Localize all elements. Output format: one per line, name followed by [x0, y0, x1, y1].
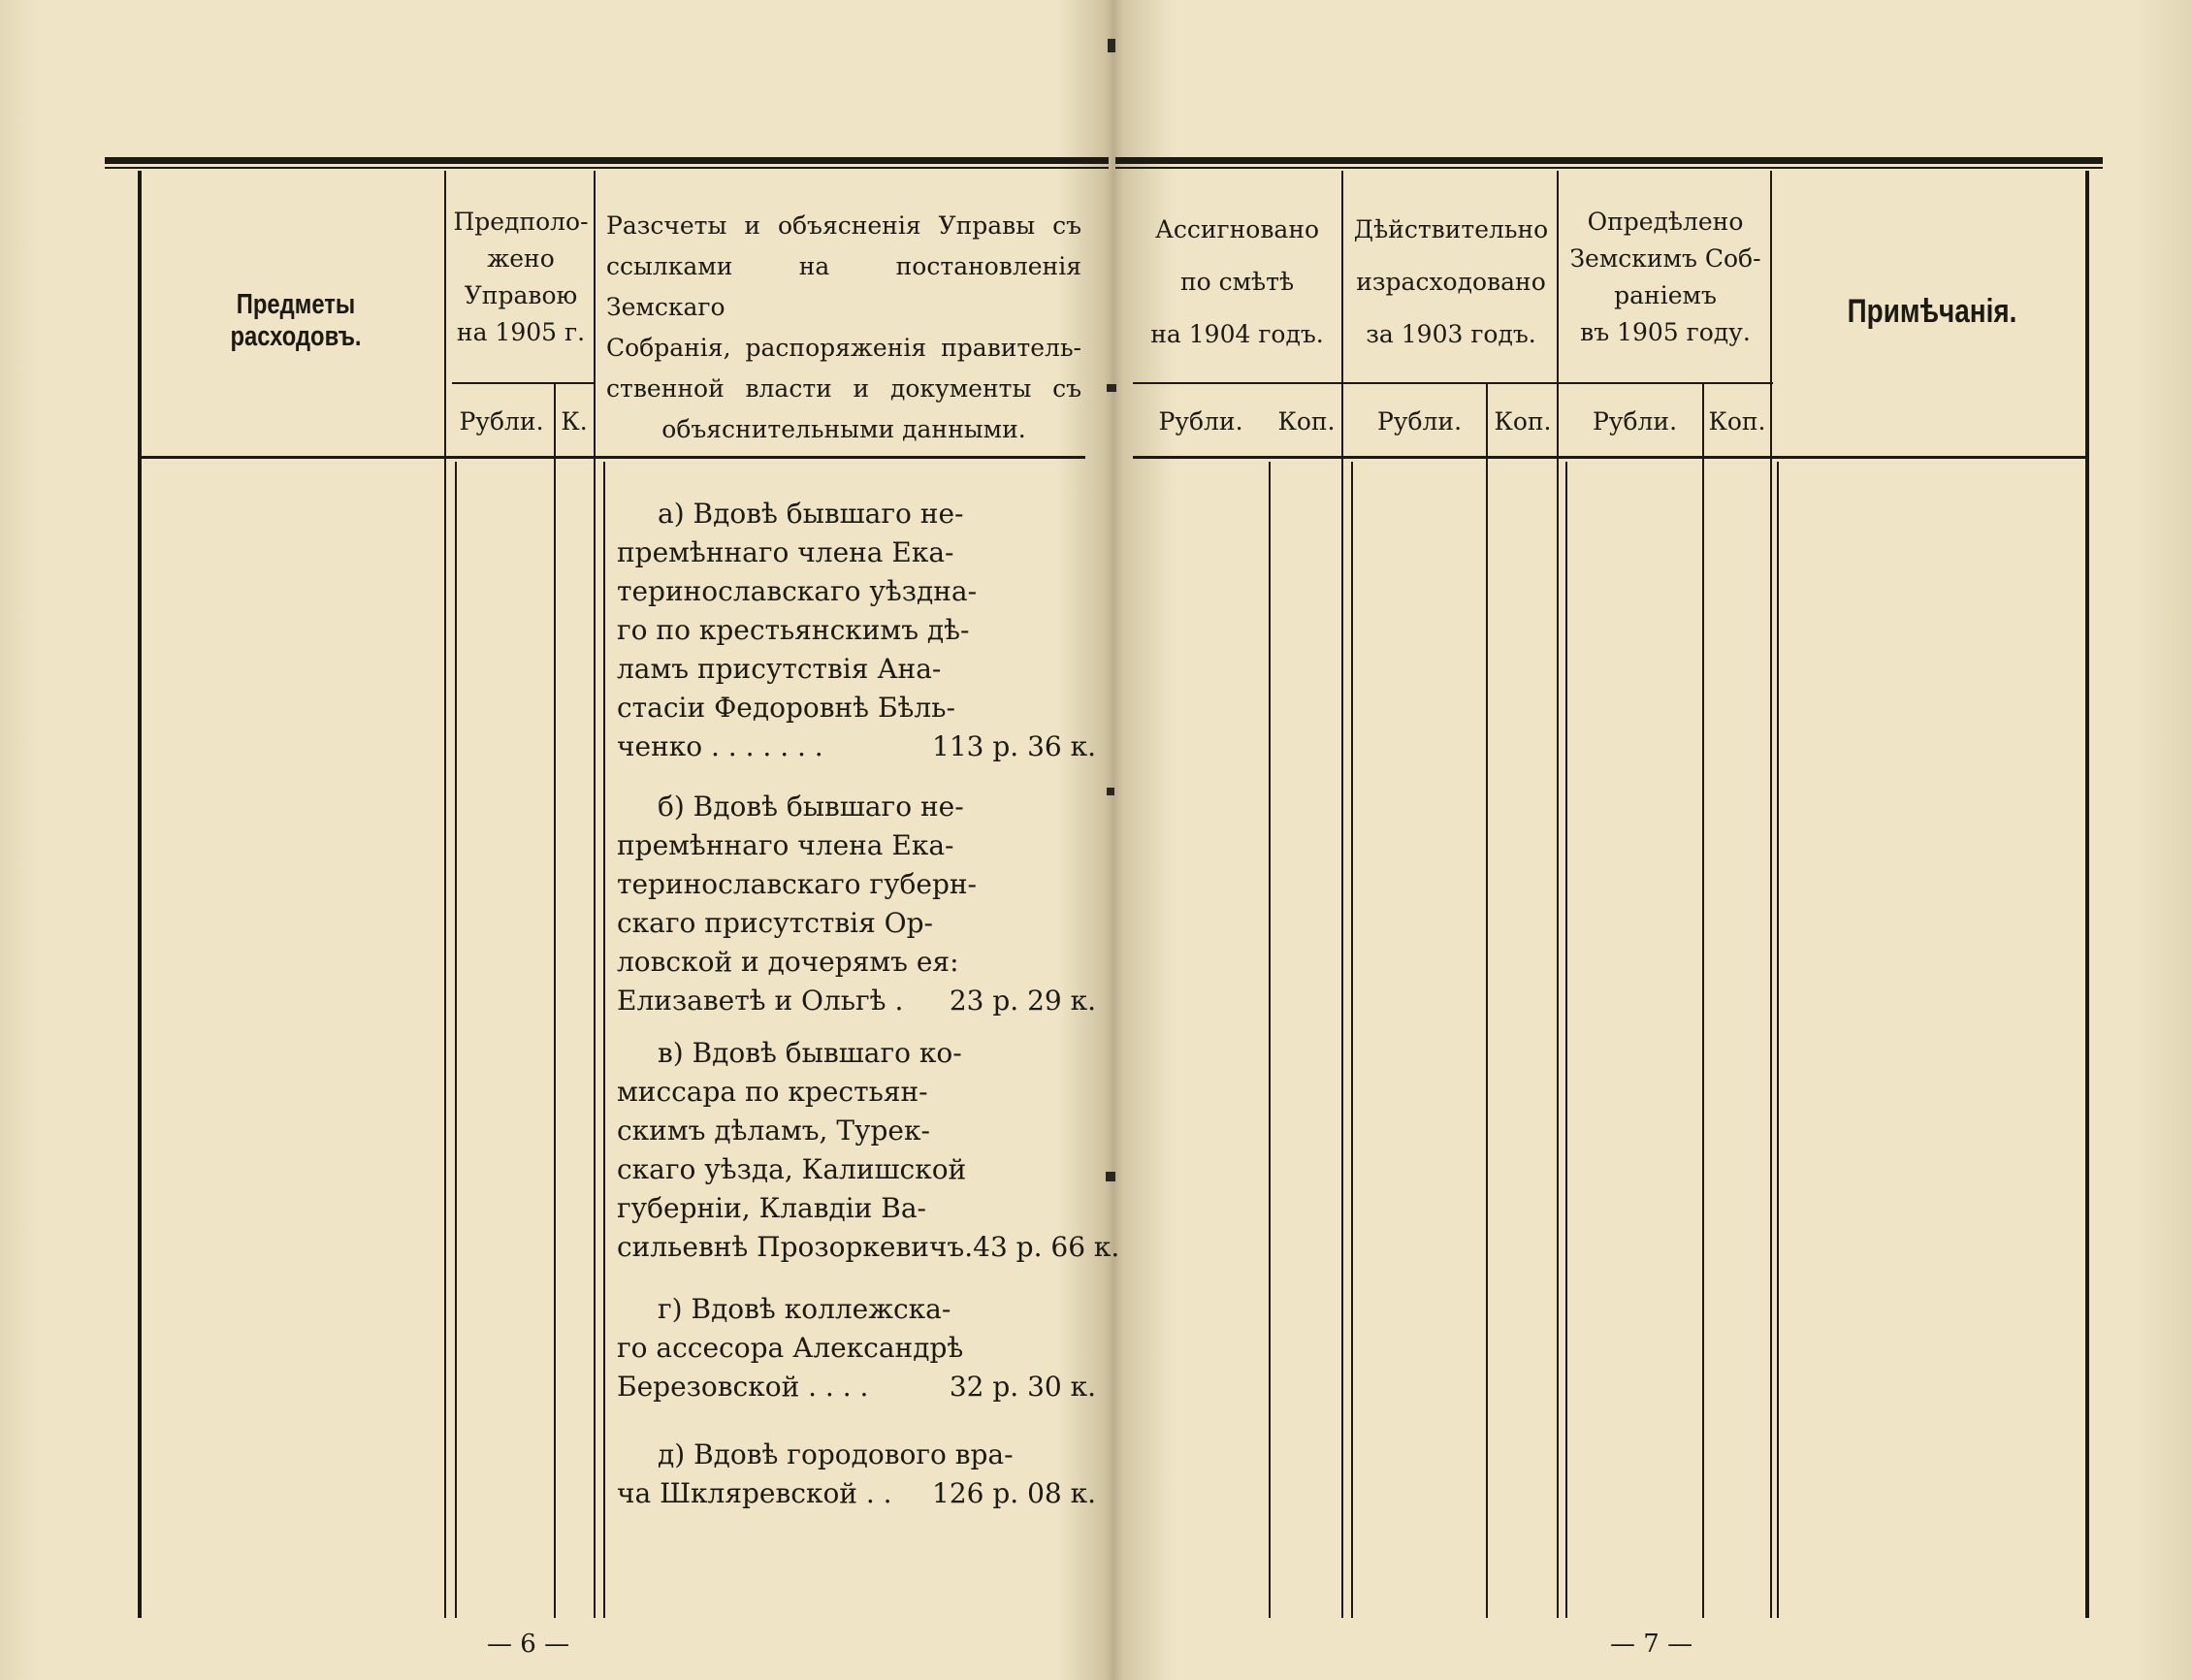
right-col-divider-7: [1702, 384, 1704, 1618]
top-rule-right: [1115, 157, 2103, 164]
entry-e-amount: 126 р. 08 к.: [932, 1477, 1096, 1509]
header-notes: Примѣчанія.: [1847, 293, 2017, 330]
right-col-divider-4: [1486, 384, 1488, 1618]
top-rule-left-thin: [105, 167, 1109, 169]
right-col-divider-8: [1770, 171, 1772, 1618]
header-proposed-by-board: Предполо- жено Управою на 1905 г.: [453, 208, 589, 346]
unit-rubles-actual: Рубли.: [1376, 407, 1463, 436]
entry-e: д) Вдовѣ городового вра- ча Шкляревской . . 126 р. 08 к.: [617, 1436, 1096, 1513]
unit-kopecks-actual: Коп.: [1494, 407, 1552, 436]
unit-rubles-left: Рубли.: [459, 407, 544, 436]
left-col-divider-3: [554, 384, 556, 1618]
gutter-stitch-mark: [1108, 39, 1115, 52]
header-items-of-expenditure: Предметы расходовъ.: [230, 289, 362, 352]
left-col-divider-1: [444, 171, 446, 1618]
gutter-stitch-mark: [1107, 788, 1114, 795]
unit-kopecks-assigned: Коп.: [1277, 407, 1336, 436]
left-col-divider-4: [594, 171, 596, 1618]
top-rule-left: [105, 157, 1109, 164]
unit-kopecks-determined: Коп.: [1708, 407, 1766, 436]
right-col-divider-9: [1777, 462, 1779, 1618]
entry-e-total-line: ча Шкляревской . . 126 р. 08 к.: [617, 1474, 1096, 1513]
entry-d-amount: 32 р. 30 к.: [949, 1371, 1096, 1403]
left-col-divider-2: [455, 462, 457, 1618]
right-col-divider-5: [1557, 171, 1559, 1618]
entry-a-amount: 113 р. 36 к.: [932, 730, 1096, 762]
header-determined-1905: Опредѣлено Земскимъ Соб- раніемъ въ 1905 году.: [1569, 208, 1761, 346]
entry-d: г) Вдовѣ коллежска- го ассесора Александрѣ Березовской . . . . 32 р. 30 к.: [617, 1290, 1096, 1406]
entry-c-amount: 43 р. 66 к.: [973, 1231, 1120, 1263]
entry-c: в) Вдовѣ бывшаго ко- миссара по крестьян- скимъ дѣламъ, Турек- скаго уѣзда, Калишской губерніи, Клавдіи Ва- сильевнѣ Прозоркевичъ. 43 р. 66 к.: [617, 1034, 1096, 1267]
right-subheader-rule: [1133, 382, 1773, 384]
entry-a-total-line: ченко . . . . . . . 113 р. 36 к.: [617, 727, 1096, 766]
entry-c-total-line: сильевнѣ Прозоркевичъ. 43 р. 66 к.: [617, 1228, 1096, 1267]
right-col-divider-6: [1565, 462, 1567, 1618]
entry-d-total-line: Березовской . . . . 32 р. 30 к.: [617, 1368, 1096, 1406]
page-number-right: — 7 —: [1610, 1630, 1693, 1659]
right-col-divider-3: [1351, 462, 1353, 1618]
entry-b: б) Вдовѣ бывшаго не- премѣннаго члена Ека- теринославскаго губерн- скаго присутствія Ор- ловской и дочерямъ ея: Елизаветѣ и Ольгѣ . 23 р. 29 к.: [617, 788, 1096, 1020]
header-actual-1903: Дѣйствительно израсходовано за 1903 годъ.: [1353, 215, 1549, 348]
left-header-bottom-rule: [140, 456, 1085, 459]
page-number-left: — 6 —: [487, 1630, 570, 1659]
top-rule-right-thin: [1115, 167, 2103, 169]
left-outer-border: [138, 171, 142, 1618]
unit-rubles-assigned: Рубли.: [1158, 407, 1243, 436]
right-col-divider-1: [1269, 462, 1271, 1618]
left-subheader-rule: [452, 382, 596, 384]
entry-b-amount: 23 р. 29 к.: [949, 985, 1096, 1017]
unit-rubles-determined: Рубли.: [1592, 407, 1678, 436]
unit-kopecks-left: К.: [561, 407, 588, 436]
right-outer-border: [2085, 171, 2089, 1618]
entry-b-total-line: Елизаветѣ и Ольгѣ . 23 р. 29 к.: [617, 982, 1096, 1020]
left-col-divider-5: [603, 462, 605, 1618]
header-explanations: Разсчеты и объясненія Управы съ ссылками на постановленія Земскаго Собранія, распоряженія правитель- ственной власти и документы съ объяснительными данными.: [606, 211, 1081, 443]
gutter-stitch-mark: [1106, 1172, 1115, 1181]
header-assigned-1904: Ассигновано по смѣтѣ на 1904 годъ.: [1150, 215, 1324, 348]
right-header-bottom-rule: [1133, 456, 2087, 459]
gutter-stitch-mark: [1107, 384, 1116, 392]
entry-a: а) Вдовѣ бывшаго не- премѣннаго члена Ека- теринославскаго уѣздна- го по крестьянскимъ дѣ- ламъ присутствія Ана- стасіи Федоровнѣ Бѣль- ченко . . . . . . . 113 р. 36 к.: [617, 495, 1096, 766]
right-col-divider-2: [1341, 171, 1343, 1618]
